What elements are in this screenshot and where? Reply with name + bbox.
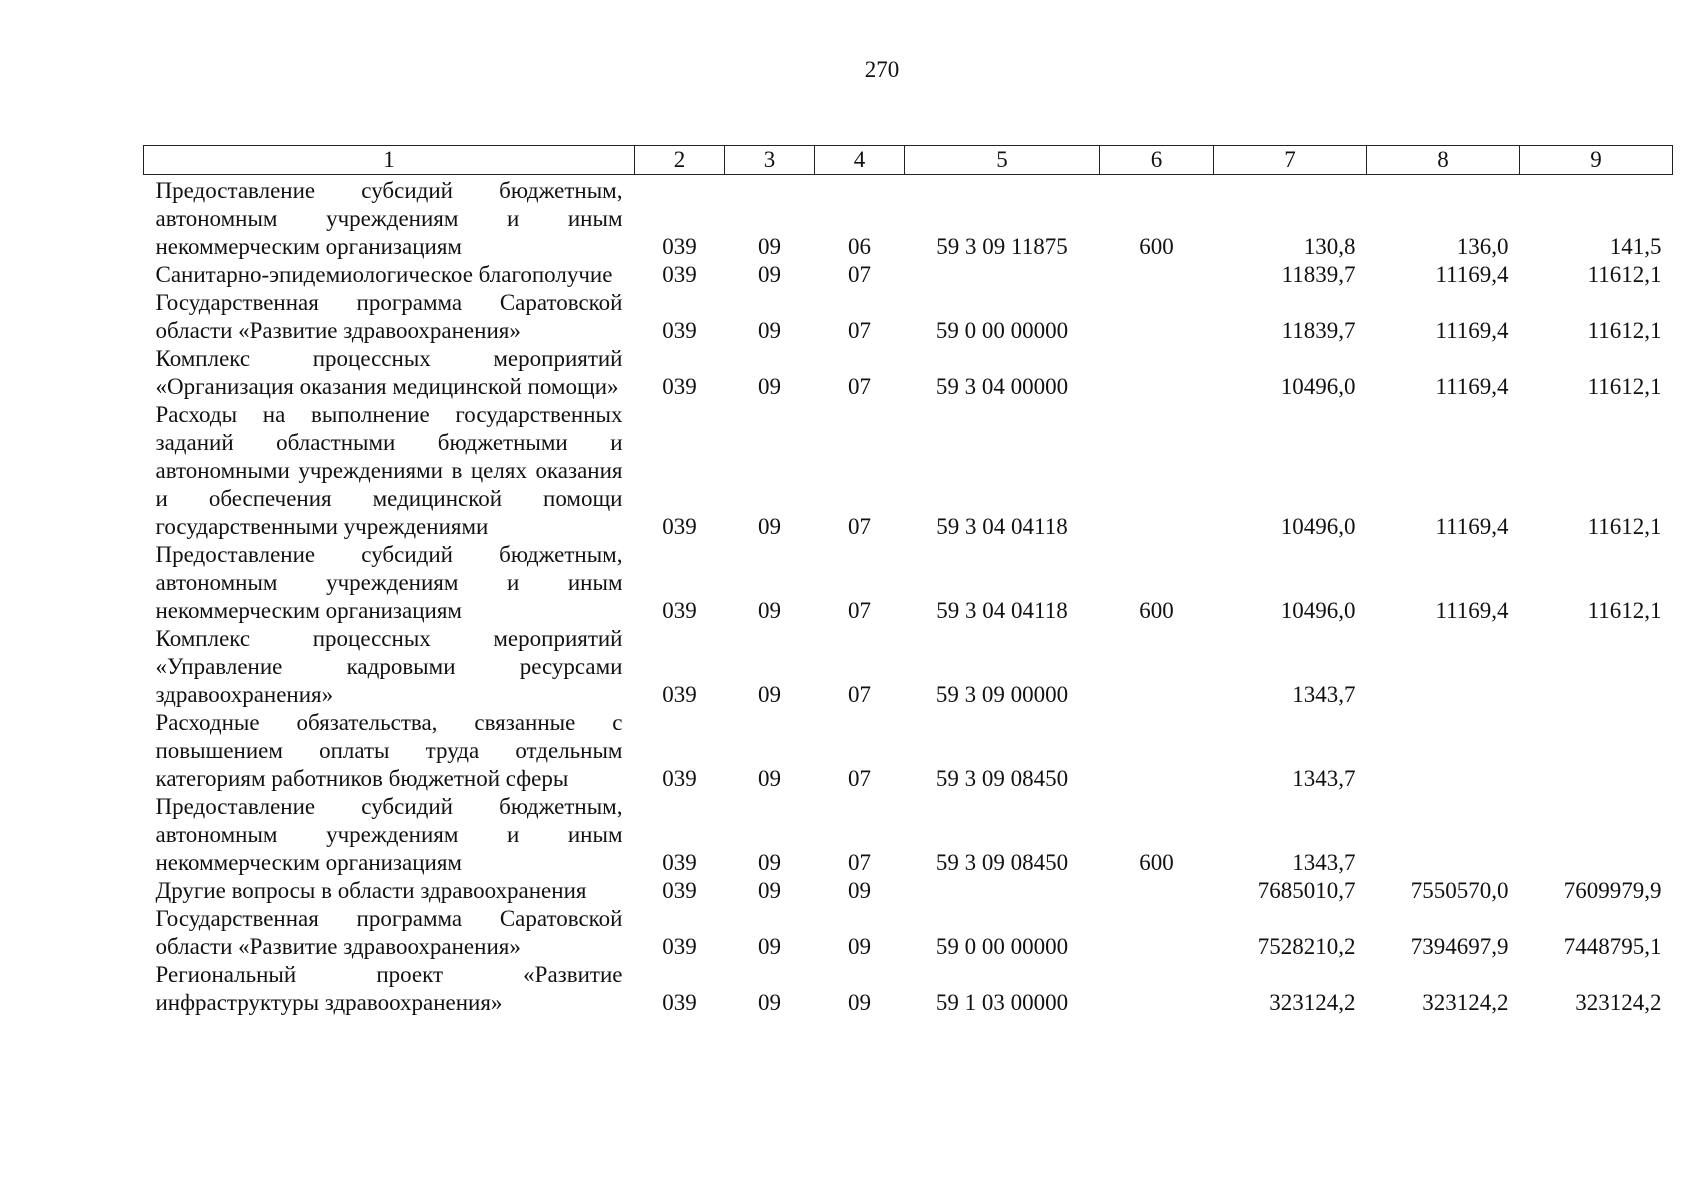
table-row [144,961,1673,1017]
ministry-code: 039 [662,514,697,539]
row-name: Комплекс процессных мероприятий «Организация оказания медицинской помощи» [155,346,623,399]
row-name: Комплекс процессных мероприятий «Управление кадровыми ресурсами здравоохранения» [155,626,623,707]
target-article-code: 59 3 09 08450 [935,850,1069,875]
table-row [144,289,1673,345]
ministry-code: 039 [662,850,697,875]
table-row [144,541,1673,625]
amount-col-8 [1367,793,1520,877]
row-name: Расходные обязательства, связанные с повышением оплаты труда отдельным категориям работников бюджетной сферы [155,710,623,791]
expense-type-code [1100,961,1214,1017]
amount-col-8: 11169,4 [1435,598,1509,623]
row-name: Региональный проект «Развитие инфраструктуры здравоохранения» [155,962,623,1015]
ministry-code: 039 [662,598,697,623]
section-code: 09 [758,262,781,287]
column-header-4: 4 [815,146,905,175]
amount-col-7: 1343,7 [1292,766,1356,791]
amount-col-9 [1520,793,1673,877]
section-code: 09 [758,990,781,1015]
section-code: 09 [758,878,781,903]
amount-col-7: 11839,7 [1281,262,1356,287]
amount-col-9 [1520,709,1673,793]
subsection-code: 07 [848,682,871,707]
amount-col-7: 7685010,7 [1257,878,1356,903]
subsection-code: 09 [848,990,871,1015]
subsection-code: 07 [848,374,871,399]
ministry-code: 039 [662,374,697,399]
expense-type-code: 600 [1139,234,1174,259]
amount-col-9: 7448795,1 [1563,934,1662,959]
amount-col-9: 323124,2 [1575,990,1662,1015]
column-header-2: 2 [635,146,725,175]
subsection-code: 07 [848,598,871,623]
amount-col-9: 11612,1 [1587,262,1662,287]
column-header-7: 7 [1214,146,1367,175]
table-header [144,146,1673,175]
column-header-6: 6 [1100,146,1214,175]
subsection-code: 07 [848,262,871,287]
amount-col-8: 11169,4 [1435,318,1509,343]
expense-type-code [1100,877,1214,905]
row-name: Предоставление субсидий бюджетным, автономным учреждениям и иным некоммерческим организациям [155,794,623,875]
subsection-code: 09 [848,878,871,903]
row-name: Другие вопросы в области здравоохранения [155,878,587,903]
subsection-code: 07 [848,766,871,791]
amount-col-9: 11612,1 [1587,598,1662,623]
section-code: 09 [758,514,781,539]
ministry-code: 039 [662,682,697,707]
ministry-code: 039 [662,990,697,1015]
target-article-code [905,877,1100,905]
target-article-code: 59 3 09 11875 [936,234,1068,259]
amount-col-8: 323124,2 [1422,990,1509,1015]
table-row [144,793,1673,877]
ministry-code: 039 [662,318,697,343]
expense-type-code [1100,709,1214,793]
target-article-code [905,261,1100,289]
amount-col-9 [1520,625,1673,709]
amount-col-7: 10496,0 [1280,514,1356,539]
amount-col-8: 7394697,9 [1410,934,1509,959]
header-row [144,146,1673,175]
ministry-code: 039 [662,262,697,287]
expense-type-code [1100,401,1214,541]
amount-col-8: 7550570,0 [1410,878,1509,903]
target-article-code: 59 0 00 00000 [935,934,1069,959]
page-number: 270 [864,57,900,82]
budget-table [143,145,1673,1017]
amount-col-9: 141,5 [1609,234,1662,259]
section-code: 09 [758,598,781,623]
subsection-code: 07 [848,514,871,539]
ministry-code: 039 [662,934,697,959]
table-row [144,877,1673,905]
column-header-8: 8 [1367,146,1520,175]
amount-col-7: 7528210,2 [1257,934,1356,959]
section-code: 09 [758,682,781,707]
amount-col-8: 11169,4 [1435,262,1509,287]
expense-type-code [1100,345,1214,401]
table-row [144,175,1673,262]
ministry-code: 039 [662,878,697,903]
section-code: 09 [758,850,781,875]
expense-type-code: 600 [1139,598,1174,623]
amount-col-7: 1343,7 [1292,682,1356,707]
section-code: 09 [758,318,781,343]
amount-col-9: 11612,1 [1587,374,1662,399]
row-name: Расходы на выполнение государственных заданий областными бюджетными и автономными учреждениями в целях оказания и обеспечения медицинской помощи государственными учреждениями [155,402,623,539]
table-row [144,709,1673,793]
amount-col-7: 10496,0 [1280,374,1356,399]
section-code: 09 [758,934,781,959]
amount-col-7: 1343,7 [1292,850,1356,875]
table-row [144,625,1673,709]
table-row [144,905,1673,961]
row-name: Государственная программа Саратовской области «Развитие здравоохранения» [155,906,623,959]
column-header-9: 9 [1520,146,1673,175]
amount-col-7: 11839,7 [1281,318,1356,343]
expense-type-code: 600 [1139,850,1174,875]
subsection-code: 06 [848,234,871,259]
ministry-code: 039 [662,766,697,791]
amount-col-9: 7609979,9 [1563,878,1662,903]
target-article-code: 59 3 04 00000 [935,374,1069,399]
section-code: 09 [758,234,781,259]
amount-col-8 [1367,709,1520,793]
target-article-code: 59 0 00 00000 [935,318,1069,343]
table-row [144,401,1673,541]
table-row [144,261,1673,289]
row-name: Государственная программа Саратовской области «Развитие здравоохранения» [155,290,623,343]
ministry-code: 039 [662,234,697,259]
section-code: 09 [758,766,781,791]
section-code: 09 [758,374,781,399]
subsection-code: 09 [848,934,871,959]
subsection-code: 07 [848,318,871,343]
amount-col-7: 130,8 [1303,234,1356,259]
amount-col-9: 11612,1 [1587,514,1662,539]
row-name: Предоставление субсидий бюджетным, автономным учреждениям и иным некоммерческим организациям [155,178,623,259]
expense-type-code [1100,261,1214,289]
row-name: Предоставление субсидий бюджетным, автономным учреждениям и иным некоммерческим организациям [155,542,623,623]
expense-type-code [1100,289,1214,345]
target-article-code: 59 1 03 00000 [935,990,1069,1015]
table-row [144,345,1673,401]
target-article-code: 59 3 04 04118 [936,598,1068,623]
column-header-5: 5 [905,146,1100,175]
row-name: Санитарно-эпидемиологическое благополучие [155,262,613,287]
table-body [144,175,1673,1018]
target-article-code: 59 3 04 04118 [936,514,1068,539]
target-article-code: 59 3 09 08450 [935,766,1069,791]
expense-type-code [1100,905,1214,961]
column-header-1: 1 [144,146,635,175]
amount-col-8 [1367,625,1520,709]
expense-type-code [1100,625,1214,709]
amount-col-7: 10496,0 [1280,598,1356,623]
amount-col-7: 323124,2 [1269,990,1356,1015]
column-header-3: 3 [725,146,815,175]
amount-col-8: 11169,4 [1435,374,1509,399]
amount-col-9: 11612,1 [1587,318,1662,343]
amount-col-8: 11169,4 [1435,514,1509,539]
amount-col-8: 136,0 [1456,234,1509,259]
target-article-code: 59 3 09 00000 [935,682,1069,707]
subsection-code: 07 [848,850,871,875]
